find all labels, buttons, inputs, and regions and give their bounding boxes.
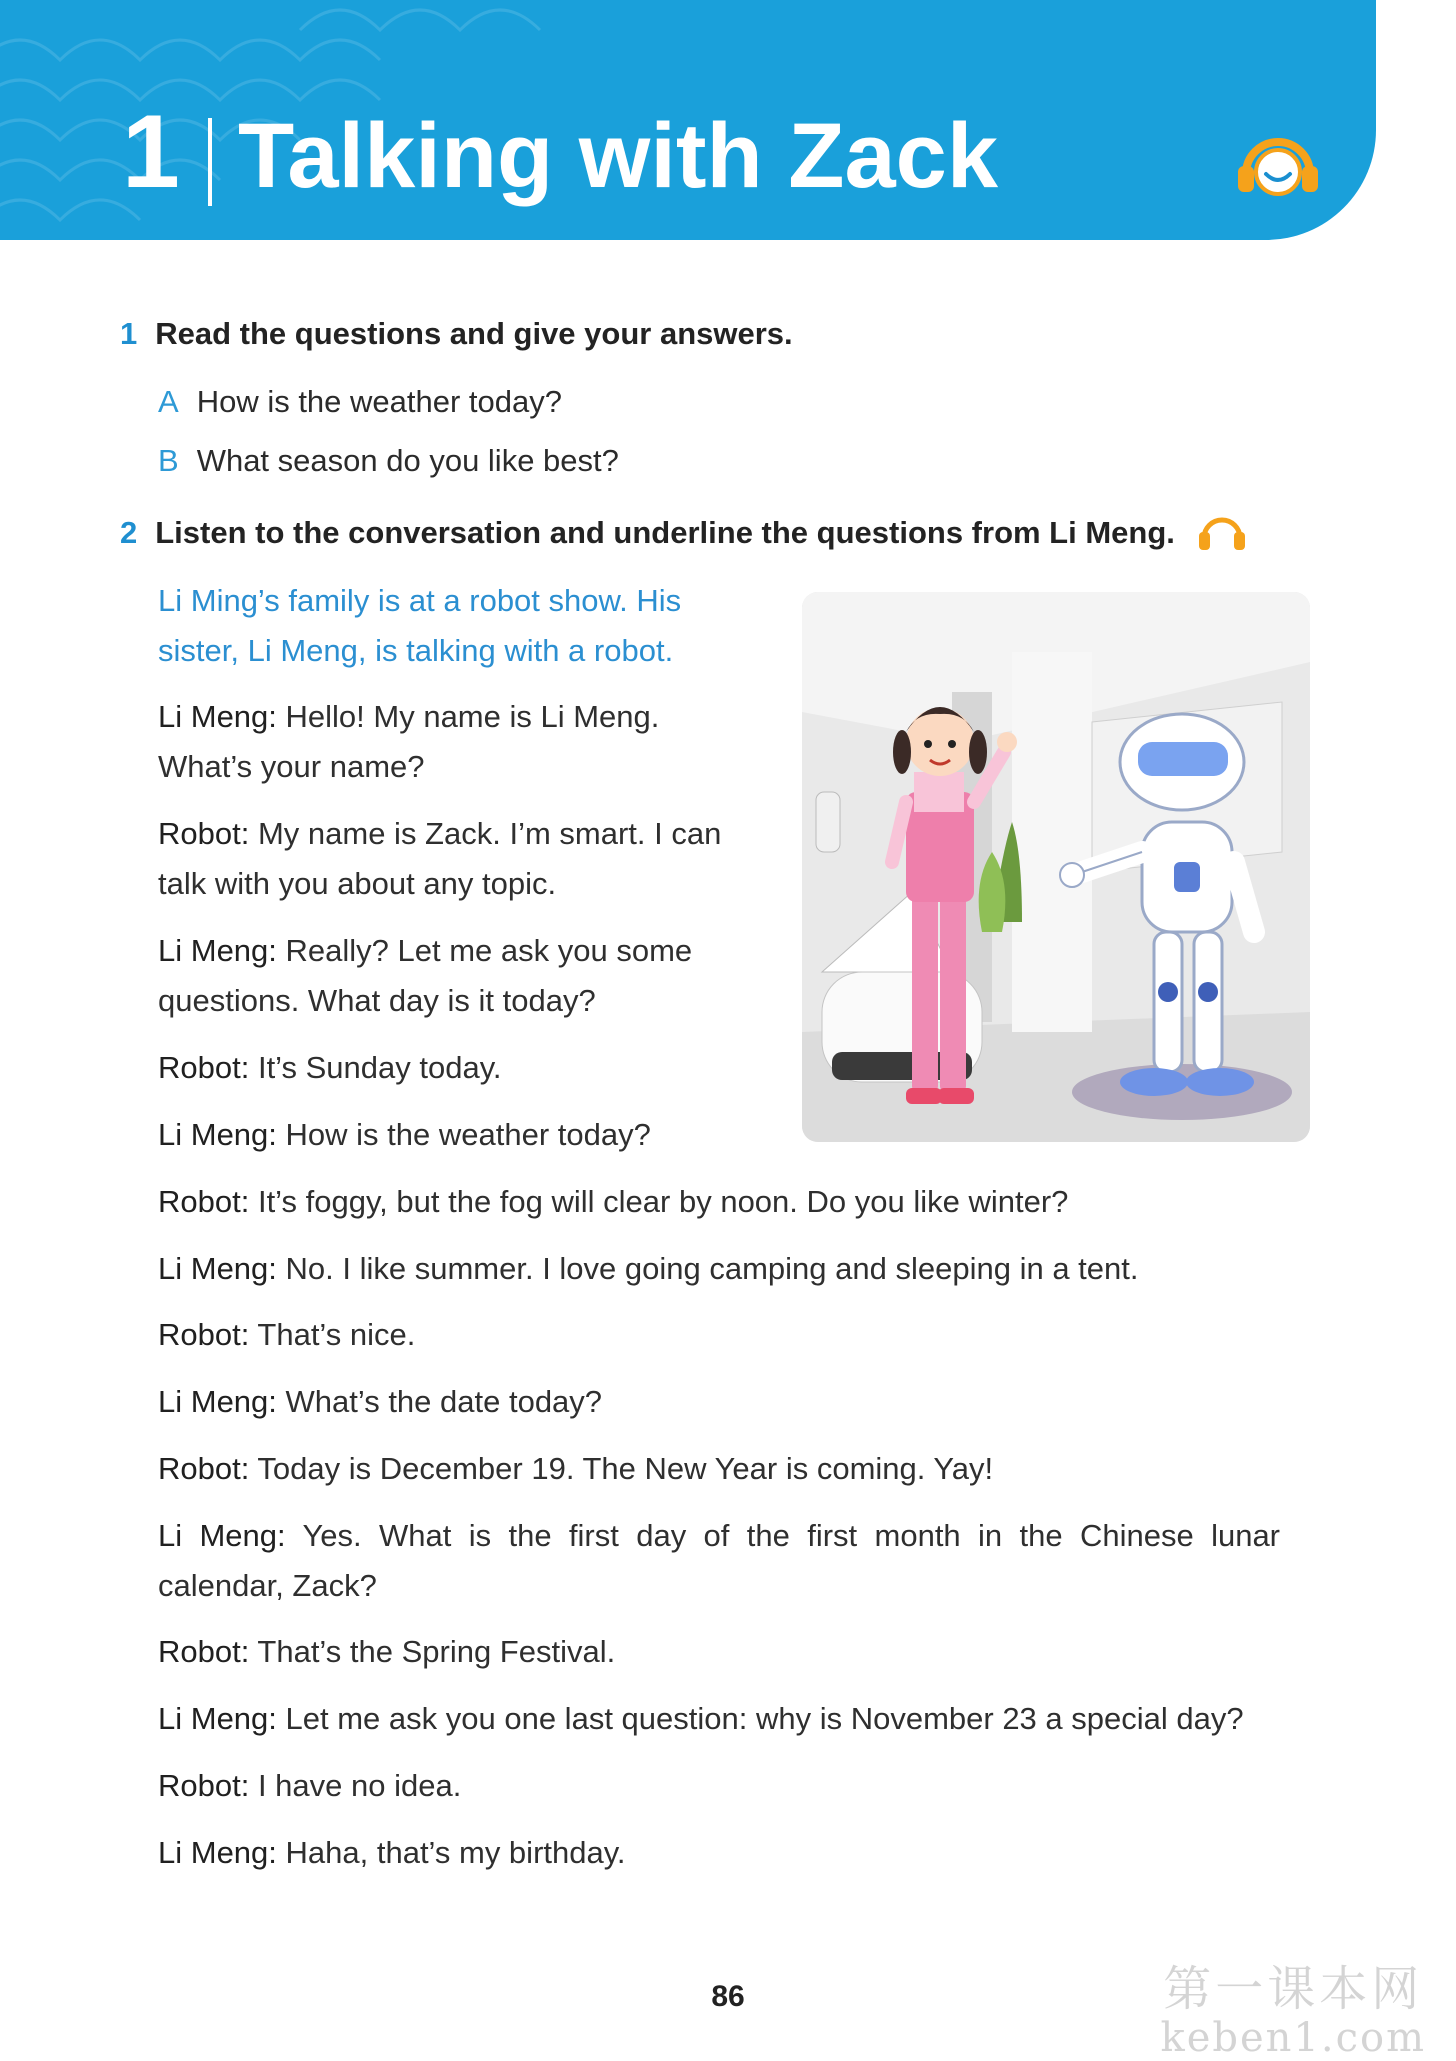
dialogue-line-6	[158, 1177, 1068, 1227]
dialogue-line-3	[158, 926, 692, 1026]
exercise-2-instruction: Listen to the conversation and underline the questions from Li Meng.	[155, 515, 1175, 551]
speaker-robot: Robot:	[158, 816, 250, 851]
dialogue-line-4	[158, 1043, 502, 1093]
dialogue-text: It’s foggy, but the fog will clear by noon. Do you like winter?	[249, 1184, 1069, 1219]
dialogue-line-5	[158, 1110, 651, 1160]
dialogue-line-2	[158, 809, 721, 909]
dialogue-text: Yes. What is the first day of the first month in the Chinese lunar calendar, Zack?	[158, 1518, 1281, 1603]
speaker-robot: Robot:	[158, 1768, 250, 1803]
option-b	[158, 443, 619, 479]
dialogue-text-cont: talk with you about any topic.	[158, 866, 557, 901]
speaker-li-meng: Li Meng:	[158, 1251, 277, 1286]
unit-title: Talking with Zack	[238, 105, 998, 207]
speaker-li-meng: Li Meng:	[158, 1835, 277, 1870]
dialogue-text: Haha, that’s my birthday.	[276, 1835, 626, 1870]
watermark	[1160, 1950, 1426, 2061]
option-b-label: B	[158, 443, 179, 478]
exercise-2-number: 2	[120, 515, 138, 551]
speaker-li-meng: Li Meng:	[158, 699, 277, 734]
dialogue-text: Really? Let me ask you some	[276, 933, 693, 968]
unit-number: 1	[122, 94, 180, 210]
watermark-url: keben1.com	[1160, 2015, 1426, 2061]
exercise-1-heading	[120, 316, 793, 352]
speaker-robot: Robot:	[158, 1184, 250, 1219]
headphones-icon[interactable]	[1236, 128, 1320, 200]
dialogue-text-cont: What’s your name?	[158, 749, 425, 784]
dialogue-line-12	[158, 1627, 615, 1677]
exercise-2-heading	[120, 514, 1246, 556]
dialogue-text: Today is December 19. The New Year is coming. Yay!	[249, 1451, 994, 1486]
headphones-icon[interactable]	[1198, 510, 1246, 552]
dialogue-line-11	[158, 1511, 1280, 1611]
dialogue-line-13	[158, 1694, 1244, 1744]
speaker-li-meng: Li Meng:	[158, 933, 277, 968]
dialogue-line-8	[158, 1310, 415, 1360]
dialogue-text: Hello! My name is Li Meng.	[276, 699, 660, 734]
dialogue-text: I have no idea.	[249, 1768, 462, 1803]
dialogue-text: How is the weather today?	[276, 1117, 651, 1152]
option-a-text: How is the weather today?	[196, 384, 562, 419]
robot-show-illustration	[802, 592, 1310, 1142]
dialogue-line-7	[158, 1244, 1139, 1294]
speaker-robot: Robot:	[158, 1050, 250, 1085]
scene-intro: Li Ming’s family is at a robot show. His sister, Li Meng, is talking with a robot.	[158, 583, 682, 668]
watermark-cn: 第一课本网	[1163, 1961, 1424, 2017]
speaker-li-meng: Li Meng:	[158, 1117, 277, 1152]
dialogue-line-1	[158, 692, 659, 792]
speaker-robot: Robot:	[158, 1451, 250, 1486]
title-divider	[208, 118, 212, 206]
dialogue-text: What’s the date today?	[276, 1384, 603, 1419]
exercise-1-number: 1	[120, 316, 138, 351]
exercise-1-instruction: Read the questions and give your answers.	[155, 316, 793, 351]
page-number: 86	[711, 1980, 745, 2013]
dialogue-line-10	[158, 1444, 993, 1494]
dialogue-text: My name is Zack. I’m smart. I can	[249, 816, 722, 851]
unit-header-banner	[0, 0, 1376, 240]
dialogue-text: Let me ask you one last question: why is November 23 a special day?	[276, 1701, 1244, 1736]
dialogue-text: It’s Sunday today.	[249, 1050, 502, 1085]
dialogue-line-15	[158, 1828, 626, 1878]
option-b-text: What season do you like best?	[196, 443, 619, 478]
speaker-robot: Robot:	[158, 1634, 250, 1669]
dialogue-line-9	[158, 1377, 602, 1427]
speaker-robot: Robot:	[158, 1317, 250, 1352]
option-a-label: A	[158, 384, 179, 419]
speaker-li-meng: Li Meng:	[158, 1518, 286, 1553]
speaker-li-meng: Li Meng:	[158, 1701, 277, 1736]
dialogue-line-14	[158, 1761, 461, 1811]
dialogue-text: That’s nice.	[249, 1317, 416, 1352]
option-a	[158, 384, 562, 420]
dialogue-text: That’s the Spring Festival.	[249, 1634, 616, 1669]
speaker-li-meng: Li Meng:	[158, 1384, 277, 1419]
dialogue-text: No. I like summer. I love going camping and sleeping in a tent.	[276, 1251, 1139, 1286]
dialogue-text-cont: questions. What day is it today?	[158, 983, 596, 1018]
